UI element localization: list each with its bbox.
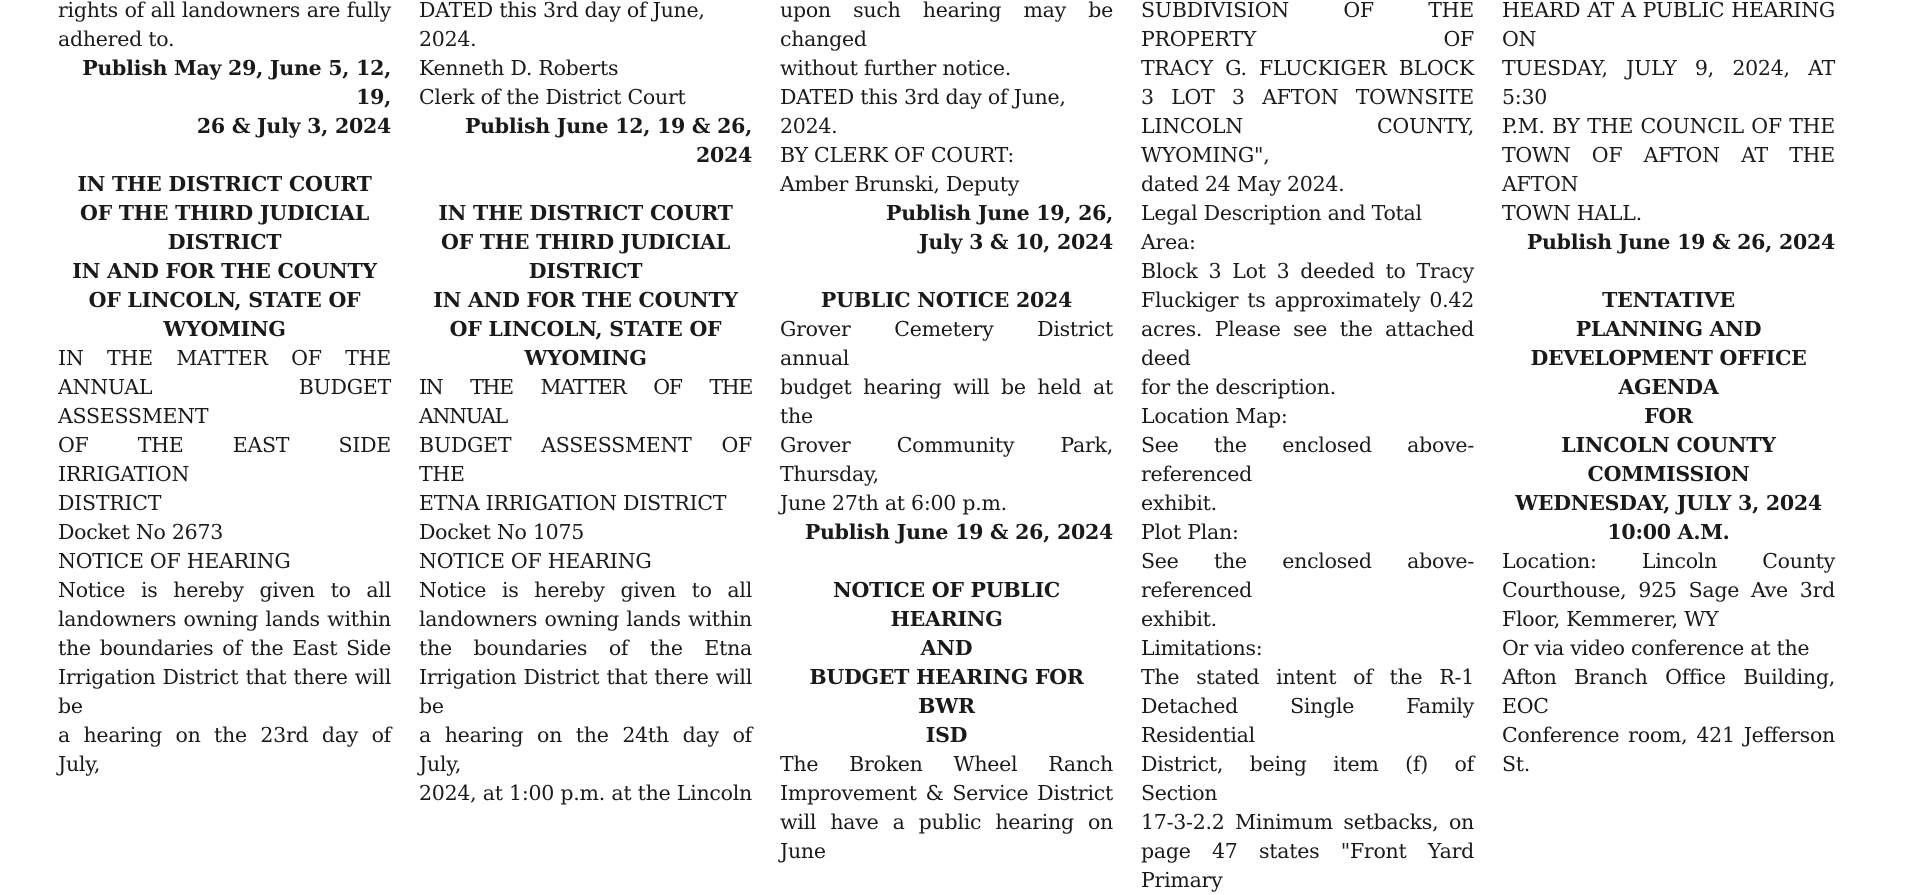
text-line: Location: Lincoln County (1502, 549, 1835, 573)
text-line: rights of all landowners are fully (58, 0, 391, 22)
spacer (780, 257, 1113, 286)
notice-heading: IN THE DISTRICT COURT (77, 172, 372, 196)
notice-heading: FOR (1644, 404, 1693, 428)
text-line: 3 LOT 3 AFTON TOWNSITE (1141, 85, 1474, 109)
text-line: Irrigation District that there will be (58, 665, 391, 718)
text-line: BY CLERK OF COURT: (780, 143, 1015, 167)
text-line: Detached Single Family Residential (1141, 694, 1474, 747)
text-line: landowners owning lands within (419, 607, 752, 631)
text-line: dated 24 May 2024. (1141, 172, 1345, 196)
docket-number: Docket No 1075 (419, 520, 585, 544)
spacer (58, 141, 391, 170)
text-line: for the description. (1141, 375, 1336, 399)
notice-heading: 10:00 A.M. (1607, 520, 1730, 544)
text-line: Legal Description and Total Area: (1141, 201, 1422, 254)
notice-heading: IN THE DISTRICT COURT (438, 201, 733, 225)
text-line: the boundaries of the Etna (419, 636, 752, 660)
text-line: Plot Plan: (1141, 520, 1239, 544)
text-line: OF THE EAST SIDE IRRIGATION (58, 433, 391, 486)
text-line: budget hearing will be held at the (780, 375, 1113, 428)
text-line: 2024, at 1:00 p.m. at the Lincoln (419, 781, 752, 805)
notice-heading: PUBLIC NOTICE 2024 (820, 288, 1073, 312)
text-line: DATED this 3rd day of June, 2024. (419, 0, 705, 51)
text-line: Improvement & Service District (780, 781, 1113, 805)
text-line: page 47 states "Front Yard Primary (1141, 839, 1474, 892)
notice-heading: AND (920, 636, 973, 660)
text-line: Fluckiger ts approximately 0.42 (1141, 288, 1474, 312)
text-line: Grover Cemetery District annual (780, 317, 1113, 370)
text-line: Clerk of the District Court (419, 85, 686, 109)
spacer (419, 170, 752, 199)
text-line: P.M. BY THE COUNCIL OF THE (1502, 114, 1835, 138)
notice-heading: OF THE THIRD JUDICIAL (79, 201, 370, 225)
notice-heading: PLANNING AND (1575, 317, 1762, 341)
notice-heading: WYOMING (163, 317, 286, 341)
text-line: the boundaries of the East Side (58, 636, 391, 660)
text-line: BUDGET ASSESSMENT OF THE (419, 433, 752, 486)
text-line: landowners owning lands within (58, 607, 391, 631)
notice-heading: TENTATIVE (1602, 288, 1735, 312)
column-4 (1141, 0, 1474, 895)
publish-dates: Publish June 19 & 26, 2024 (1526, 230, 1835, 254)
text-line: TUESDAY, JULY 9, 2024, AT 5:30 (1502, 56, 1835, 109)
text-line: without further notice. (780, 56, 1012, 80)
notice-heading: OF LINCOLN, STATE OF (449, 317, 722, 341)
text-line: Kenneth D. Roberts (419, 56, 619, 80)
text-line: See the enclosed above-referenced (1141, 549, 1474, 602)
text-line: NOTICE OF HEARING (58, 549, 291, 573)
text-line: adhered to. (58, 27, 175, 51)
notice-heading: OF THE THIRD JUDICIAL (440, 230, 731, 254)
text-line: Conference room, 421 Jefferson St. (1502, 723, 1835, 776)
notice-heading: BUDGET HEARING FOR BWR (809, 665, 1084, 718)
spacer (1502, 257, 1835, 286)
column-2 (419, 0, 752, 808)
text-line: DISTRICT (58, 491, 162, 515)
text-line: 17-3-2.2 Minimum setbacks, on (1141, 810, 1474, 834)
notice-heading: DISTRICT (528, 259, 643, 283)
notice-heading: WEDNESDAY, JULY 3, 2024 (1515, 491, 1822, 515)
text-line: Notice is hereby given to all (58, 578, 391, 602)
text-line: Irrigation District that there will be (419, 665, 752, 718)
text-line: TOWN OF AFTON AT THE AFTON (1502, 143, 1835, 196)
text-line: DATED this 3rd day of June, 2024. (780, 85, 1066, 138)
text-line: ANNUAL BUDGET ASSESSMENT (58, 375, 391, 428)
text-line: The Broken Wheel Ranch (780, 752, 1113, 776)
publish-dates: 26 & July 3, 2024 (196, 114, 391, 138)
text-line: HEARD AT A PUBLIC HEARING ON (1502, 0, 1835, 51)
notice-heading: IN AND FOR THE COUNTY (72, 259, 377, 283)
column-5 (1502, 0, 1835, 779)
text-line: LINCOLN COUNTY, WYOMING", (1141, 114, 1474, 167)
text-line: June 27th at 6:00 p.m. (780, 491, 1007, 515)
publish-dates: Publish May 29, June 5, 12, 19, (82, 56, 391, 109)
column-3 (780, 0, 1113, 866)
text-line: Afton Branch Office Building, EOC (1502, 665, 1835, 718)
notice-heading: DEVELOPMENT OFFICE (1530, 346, 1807, 370)
publish-dates: July 3 & 10, 2024 (918, 230, 1113, 254)
docket-number: Docket No 2673 (58, 520, 224, 544)
text-line: Location Map: (1141, 404, 1288, 428)
text-line: TRACY G. FLUCKIGER BLOCK (1141, 56, 1474, 80)
publish-dates: Publish June 19 & 26, 2024 (804, 520, 1113, 544)
column-1 (58, 0, 391, 779)
publish-dates: Publish June 19, 26, (886, 201, 1113, 225)
notice-heading: NOTICE OF PUBLIC HEARING (832, 578, 1060, 631)
text-line: Block 3 Lot 3 deeded to Tracy (1141, 259, 1474, 283)
text-line: Notice is hereby given to all (419, 578, 752, 602)
text-line: exhibit. (1141, 607, 1217, 631)
text-line: will have a public hearing on June (780, 810, 1113, 863)
text-line: Grover Community Park, Thursday, (780, 433, 1113, 486)
text-line: See the enclosed above-referenced (1141, 433, 1474, 486)
text-line: Or via video conference at the (1502, 636, 1810, 660)
text-line: exhibit. (1141, 491, 1217, 515)
spacer (780, 547, 1113, 576)
notice-heading: COMMISSION (1587, 462, 1750, 486)
notice-heading: WYOMING (524, 346, 647, 370)
notice-heading: ISD (925, 723, 968, 747)
text-line: District, being item (f) of Section (1141, 752, 1474, 805)
notice-heading: AGENDA (1618, 375, 1719, 399)
text-line: The stated intent of the R-1 (1141, 665, 1474, 689)
notice-heading: LINCOLN COUNTY (1561, 433, 1776, 457)
text-line: acres. Please see the attached deed (1141, 317, 1474, 370)
text-line: ETNA IRRIGATION DISTRICT (419, 491, 727, 515)
text-line: Amber Brunski, Deputy (780, 172, 1020, 196)
text-line: IN THE MATTER OF THE ANNUAL (419, 375, 752, 428)
text-line: SUBDIVISION OF THE PROPERTY OF (1141, 0, 1474, 51)
text-line: NOTICE OF HEARING (419, 549, 652, 573)
text-line: a hearing on the 23rd day of July, (58, 723, 391, 776)
publish-dates: Publish June 12, 19 & 26, 2024 (464, 114, 752, 167)
text-line: Courthouse, 925 Sage Ave 3rd (1502, 578, 1835, 602)
text-line: Limitations: (1141, 636, 1263, 660)
text-line: TOWN HALL. (1502, 201, 1642, 225)
text-line: a hearing on the 24th day of July, (419, 723, 752, 776)
notice-heading: DISTRICT (167, 230, 282, 254)
text-line: upon such hearing may be changed (780, 0, 1113, 51)
notice-heading: OF LINCOLN, STATE OF (88, 288, 361, 312)
text-line: IN THE MATTER OF THE (58, 346, 391, 370)
notice-heading: IN AND FOR THE COUNTY (433, 288, 738, 312)
text-line: Floor, Kemmerer, WY (1502, 607, 1719, 631)
